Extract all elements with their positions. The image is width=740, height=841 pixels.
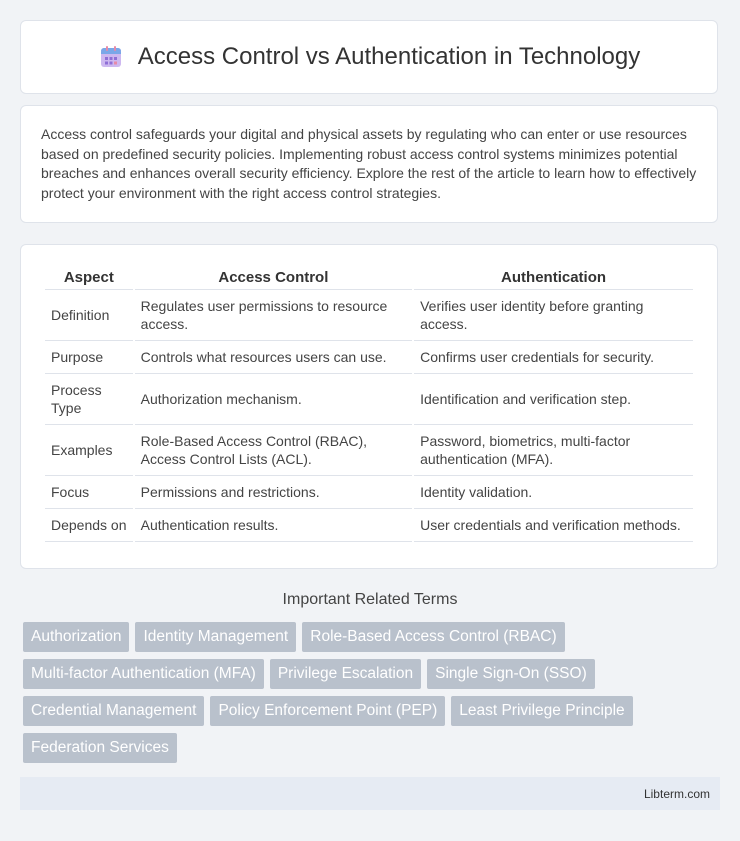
related-term-tag[interactable]: Role-Based Access Control (RBAC) bbox=[302, 622, 564, 652]
related-term-tag[interactable]: Policy Enforcement Point (PEP) bbox=[210, 696, 445, 726]
table-row bbox=[45, 509, 693, 542]
page-title: Access Control vs Authentication in Technology bbox=[137, 43, 641, 70]
row-access-control: Authentication results. bbox=[135, 509, 412, 542]
row-access-control: Permissions and restrictions. bbox=[135, 476, 412, 509]
comparison-table-card bbox=[20, 244, 718, 569]
row-access-control: Role-Based Access Control (RBAC), Access Control Lists (ACL). bbox=[135, 425, 412, 476]
row-authentication: Password, biometrics, multi-factor authentication (MFA). bbox=[414, 425, 693, 476]
row-aspect: Process Type bbox=[45, 374, 133, 425]
header-card bbox=[20, 20, 718, 94]
column-header-aspect: Aspect bbox=[45, 265, 133, 290]
related-term-tag[interactable]: Single Sign-On (SSO) bbox=[427, 659, 595, 689]
row-authentication: Identity validation. bbox=[414, 476, 693, 509]
row-authentication: Identification and verification step. bbox=[414, 374, 693, 425]
related-term-tag[interactable]: Identity Management bbox=[135, 622, 296, 652]
calendar-grid-icon bbox=[98, 44, 124, 70]
table-row bbox=[45, 341, 693, 374]
table-row bbox=[45, 425, 693, 476]
related-term-tag[interactable]: Credential Management bbox=[23, 696, 204, 726]
related-term-tag[interactable]: Least Privilege Principle bbox=[451, 696, 632, 726]
table-row bbox=[45, 290, 693, 341]
row-aspect: Definition bbox=[45, 290, 133, 341]
column-header-access-control: Access Control bbox=[135, 265, 412, 290]
footer bbox=[20, 777, 720, 810]
row-authentication: User credentials and verification methods. bbox=[414, 509, 693, 542]
table-row bbox=[45, 374, 693, 425]
related-term-tag[interactable]: Federation Services bbox=[23, 733, 177, 763]
table-row bbox=[45, 476, 693, 509]
row-aspect: Examples bbox=[45, 425, 133, 476]
column-header-authentication: Authentication bbox=[414, 265, 693, 290]
footer-brand-link[interactable]: Libterm.com bbox=[643, 786, 710, 801]
intro-card bbox=[20, 105, 718, 223]
related-term-tag[interactable]: Multi-factor Authentication (MFA) bbox=[23, 659, 264, 689]
row-access-control: Controls what resources users can use. bbox=[135, 341, 412, 374]
row-aspect: Focus bbox=[45, 476, 133, 509]
row-authentication: Verifies user identity before granting access. bbox=[414, 290, 693, 341]
comparison-table bbox=[43, 265, 695, 542]
intro-text: Access control safeguards your digital and physical assets by regulating who can enter or use resources based on predefined security policies. Implementing robust access control systems minimizes potential breaches and enhances overall security efficiency. Explore the rest of the article to learn how to effectively protect your environment with the right access control strategies. bbox=[41, 126, 697, 201]
related-term-tag[interactable]: Authorization bbox=[23, 622, 129, 652]
row-aspect: Purpose bbox=[45, 341, 133, 374]
table-header-row bbox=[45, 265, 693, 290]
related-term-tag[interactable]: Privilege Escalation bbox=[270, 659, 421, 689]
row-access-control: Authorization mechanism. bbox=[135, 374, 412, 425]
row-aspect: Depends on bbox=[45, 509, 133, 542]
row-access-control: Regulates user permissions to resource access. bbox=[135, 290, 412, 341]
related-terms-list bbox=[23, 622, 723, 763]
related-terms-title: Important Related Terms bbox=[282, 591, 458, 608]
row-authentication: Confirms user credentials for security. bbox=[414, 341, 693, 374]
